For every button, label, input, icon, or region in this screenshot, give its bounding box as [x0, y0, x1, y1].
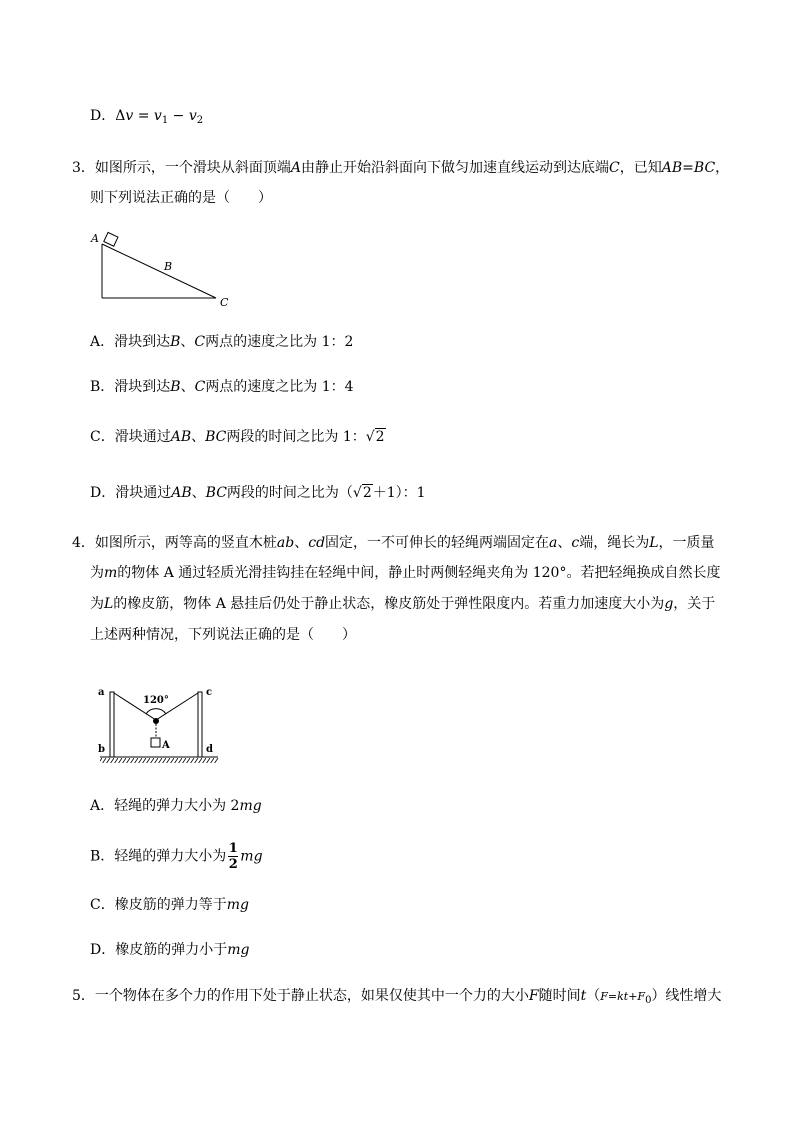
q3-option-b: B．滑块到达B、C两点的速度之比为 1：4 — [90, 379, 354, 395]
post-label-a: a — [98, 687, 105, 698]
slider-block — [104, 232, 118, 246]
q4-rope-figure — [94, 680, 224, 766]
post-label-c: c — [206, 687, 213, 698]
q2-option-d: D．$\Delta v = v_1 - v_2$ — [90, 108, 204, 126]
post-label-b: b — [98, 744, 105, 755]
left-post — [110, 692, 114, 757]
incline-slope — [102, 244, 216, 298]
incline-label-a: A — [91, 232, 99, 245]
sqrt-symbol: √2 — [352, 485, 372, 501]
right-post — [198, 692, 202, 757]
q3-stem-line1: 3．如图所示，一个滑块从斜面顶端A由静止开始沿斜面向下做匀加速直线运动到达底端C，已知AB=BC， — [72, 160, 730, 176]
incline-label-c: C — [220, 296, 229, 309]
pulley — [153, 718, 159, 724]
q4-stem-line1: 4．如图所示，两等高的竖直木桩ab、cd固定，一不可伸长的轻绳两端固定在a、c端，绳长为L，一质量 — [72, 535, 715, 551]
q4-stem-line3: 为L的橡皮筋，物体 A 悬挂后仍处于静止状态，橡皮筋处于弹性限度内。若重力加速度大小为g，关于 — [90, 596, 716, 612]
mass-box — [151, 738, 160, 747]
post-label-d: d — [206, 744, 213, 755]
q4-option-b: B．轻绳的弹力大小为 $\frac{1}{2}$ mg — [90, 841, 263, 872]
ground-hatch — [100, 758, 218, 763]
q4-option-c: C．橡皮筋的弹力等于mg — [90, 897, 249, 913]
angle-label: 120° — [143, 695, 169, 706]
fraction: $\frac{1}{2}$ — [228, 841, 238, 872]
q5-stem-line1: 5．一个物体在多个力的作用下处于静止状态，如果仅使其中一个力的大小F随时间$t(F=kt+F_0)$线性增大 — [72, 988, 722, 1006]
q4-stem-line4: 上述两种情况，下列说法正确的是（ ） — [90, 627, 356, 643]
sqrt-symbol: √2 — [365, 429, 385, 445]
q3-option-c: C．滑块通过AB、BC两段的时间之比为 1：√2 — [90, 429, 385, 445]
q4-option-d: D．橡皮筋的弹力小于mg — [90, 942, 250, 958]
q3-stem-line2: 则下列说法正确的是（ ） — [90, 190, 272, 206]
angle-arc — [146, 709, 166, 714]
q3-incline-figure — [88, 228, 248, 310]
q4-stem-line2: 为m的物体 A 通过轻质光滑挂钩挂在轻绳中间，静止时两侧轻绳夹角为 120°。若把轻绳换成自然长度 — [90, 565, 721, 581]
q3-option-a: A．滑块到达B、C两点的速度之比为 1：2 — [90, 334, 354, 350]
q3-option-d: D．滑块通过AB、BC两段的时间之比为（√2＋1）：1 — [90, 485, 426, 501]
q4-option-a: A．轻绳的弹力大小为 2mg — [90, 798, 262, 814]
incline-label-b: B — [164, 260, 173, 273]
mass-label: A — [162, 740, 170, 751]
